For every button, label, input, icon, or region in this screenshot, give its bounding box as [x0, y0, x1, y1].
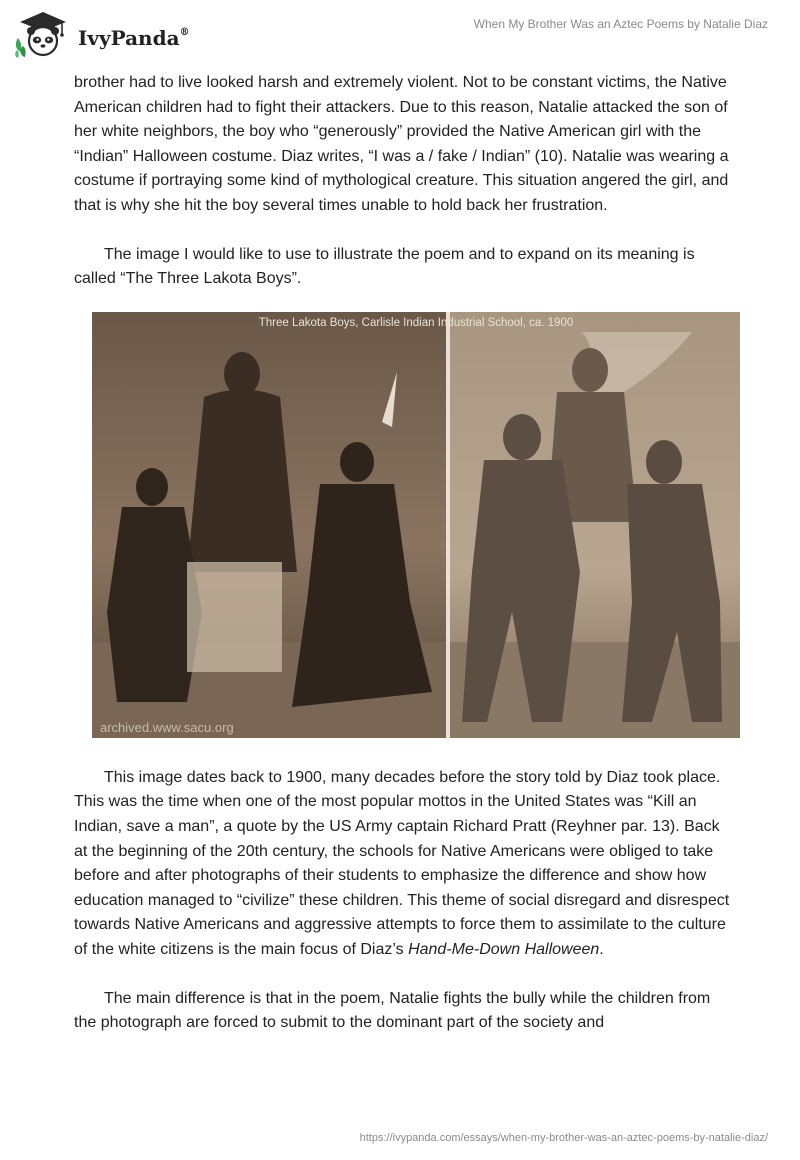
paragraph-image-intro: The image I would like to use to illustrate the poem and to expand on its meaning is called “The Three Lakota Boys”. — [74, 245, 695, 288]
poem-title: Hand-Me-Down Halloween — [408, 940, 600, 958]
photo-watermark: archived.www.sacu.org — [100, 719, 234, 735]
essay-content — [74, 71, 734, 1036]
paragraph-comparison: The main difference is that in the poem, Natalie fights the bully while the children from the photograph are forced to submit to the dominant part of the society and — [74, 989, 711, 1032]
paragraph-continued: brother had to live looked harsh and extremely violent. Not to be constant victims, the Native American children had to fight their attackers. Due to this reason, Natalie attacked the son of her white neighbors, the boy who “generously” provided the Native American girl with the “Indian” Halloween costume. Diaz writes, “I was a / fake / Indian” (10). Natalie was wearing a costume if portraying some kind of mythological creature. This situation angered the girl, and that is why she hit the boy several times unable to hold back her frustration. — [74, 74, 729, 214]
paragraph-image-analysis: This image dates back to 1900, many decades before the story told by Diaz took place. This was the time when one of the most popular mottos in the United States was “Kill an Indian, save a man”, a quote by the US Army captain Richard Pratt (Reyhner par. 13). Back at the beginning of the 20th century, the schools for Native Americans were obliged to take before and after photographs of their students to emphasize the difference and show how education managed to “civilize” these children. This theme of social disregard and disrespect towards Native Americans and aggressive attempts to force them to assimilate to the culture of the white citizens is the main focus of Diaz’s Hand-Me-Down Halloween. — [74, 768, 730, 958]
source-url[interactable]: https://ivypanda.com/essays/when-my-brother-was-an-aztec-poems-by-natalie-diaz/ — [359, 1132, 768, 1144]
brand-name: IvyPanda® — [78, 26, 190, 50]
lakota-boys-photo — [92, 312, 740, 738]
photo-caption: Three Lakota Boys, Carlisle Indian Industrial School, ca. 1900 — [258, 316, 574, 329]
running-title: When My Brother Was an Aztec Poems by Natalie Diaz — [473, 17, 768, 31]
registered-mark: ® — [179, 27, 190, 39]
panda-graduate-icon — [14, 8, 72, 58]
page-header — [0, 0, 800, 70]
ivypanda-logo[interactable] — [14, 8, 254, 64]
